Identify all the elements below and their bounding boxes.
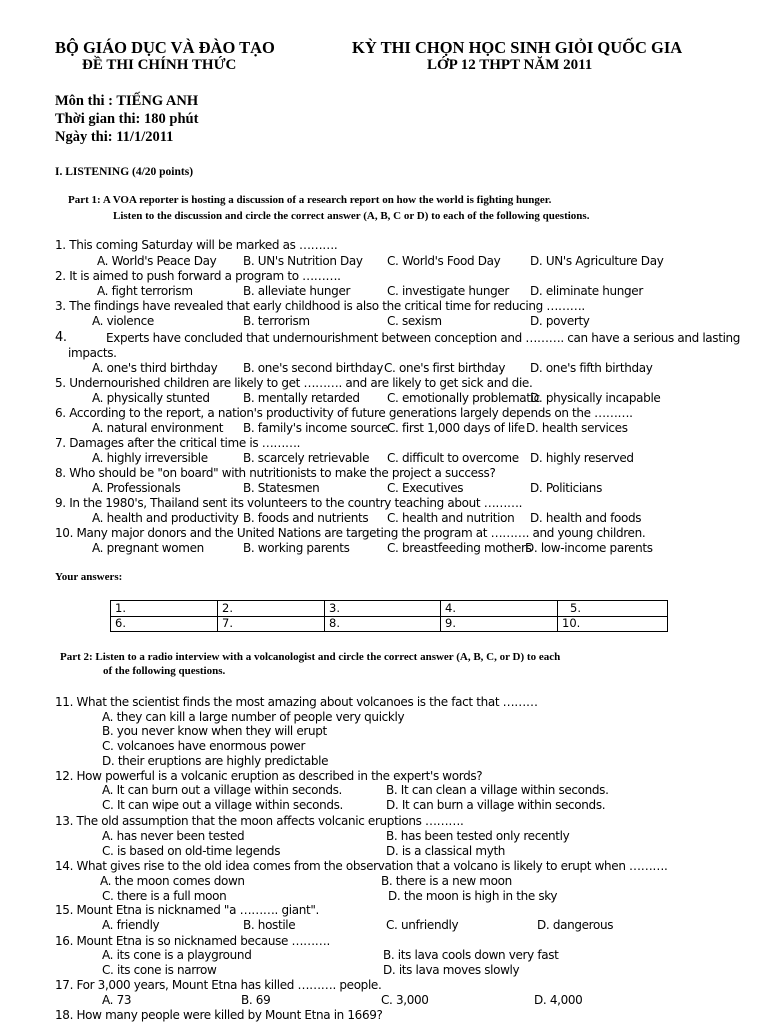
- q17-option-c: C. 3,000: [381, 993, 429, 1007]
- answer-cell[interactable]: 4.: [441, 601, 558, 617]
- q4-option-c: C. one's first birthday: [384, 361, 506, 375]
- q11-option-d: D. their eruptions are highly predictable: [102, 754, 329, 768]
- q1-option-a: A. World's Peace Day: [97, 254, 217, 268]
- q6-option-b: B. family's income source: [243, 421, 389, 435]
- question-4-continuation: impacts.: [68, 346, 117, 360]
- q10-option-a: A. pregnant women: [92, 541, 204, 555]
- q8-option-b: B. Statesmen: [243, 481, 320, 495]
- q7-option-d: D. highly reserved: [530, 451, 634, 465]
- question-14: 14. What gives rise to the old idea comes from the observation that a volcano is likely to erupt when ……….: [55, 859, 668, 873]
- q11-option-a: A. they can kill a large number of people very quickly: [102, 710, 405, 724]
- q13-option-b: B. has been tested only recently: [386, 829, 570, 843]
- q3-option-c: C. sexism: [387, 314, 442, 328]
- date-line: Ngày thi: 11/1/2011: [55, 129, 174, 145]
- q9-option-d: D. health and foods: [530, 511, 642, 525]
- answer-cell[interactable]: 7.: [218, 616, 325, 632]
- part2-instruction-2: of the following questions.: [103, 665, 226, 677]
- q5-option-d: D. physically incapable: [530, 391, 661, 405]
- answer-cell[interactable]: 1.: [111, 601, 218, 617]
- question-2: 2. It is aimed to push forward a program to ……….: [55, 269, 341, 283]
- exam-title: KỲ THI CHỌN HỌC SINH GIỎI QUỐC GIA: [352, 38, 683, 57]
- question-5: 5. Undernourished children are likely to get ………. and are likely to get sick and die.: [55, 376, 533, 390]
- q11-option-c: C. volcanoes have enormous power: [102, 739, 306, 753]
- question-4-number: 4.: [55, 330, 67, 345]
- question-10: 10. Many major donors and the United Nations are targeting the program at ………. and young children.: [55, 526, 646, 540]
- question-4: Experts have concluded that undernourishment between conception and ………. can have a serious and lasting: [106, 331, 741, 345]
- answer-row: [111, 601, 668, 617]
- time-line: Thời gian thi: 180 phút: [55, 111, 199, 127]
- q16-option-d: D. its lava moves slowly: [383, 963, 520, 977]
- official-exam-label: ĐỀ THI CHÍNH THỨC: [82, 57, 237, 73]
- q3-option-b: B. terrorism: [243, 314, 310, 328]
- question-7: 7. Damages after the critical time is ……….: [55, 436, 301, 450]
- q12-option-c: C. It can wipe out a village within seconds.: [102, 798, 343, 812]
- answer-cell[interactable]: 9.: [441, 616, 558, 632]
- question-8: 8. Who should be "on board" with nutritionists to make the project a success?: [55, 466, 496, 480]
- q5-option-a: A. physically stunted: [92, 391, 210, 405]
- q12-option-b: B. It can clean a village within seconds.: [386, 783, 609, 797]
- q12-option-a: A. It can burn out a village within seconds.: [102, 783, 343, 797]
- q5-option-b: B. mentally retarded: [243, 391, 360, 405]
- grade-year: LỚP 12 THPT NĂM 2011: [427, 57, 593, 73]
- ministry-name: BỘ GIÁO DỤC VÀ ĐÀO TẠO: [55, 38, 275, 57]
- q8-option-a: A. Professionals: [92, 481, 181, 495]
- question-13: 13. The old assumption that the moon affects volcanic eruptions ……….: [55, 814, 464, 828]
- q10-option-b: B. working parents: [243, 541, 350, 555]
- q6-option-c: C. first 1,000 days of life: [387, 421, 525, 435]
- q1-option-d: D. UN's Agriculture Day: [530, 254, 664, 268]
- q1-option-b: B. UN's Nutrition Day: [243, 254, 363, 268]
- answer-row: [111, 616, 668, 632]
- q6-option-a: A. natural environment: [92, 421, 224, 435]
- q17-option-d: D. 4,000: [534, 993, 583, 1007]
- question-1: 1. This coming Saturday will be marked as ……….: [55, 238, 338, 252]
- q15-option-d: D. dangerous: [537, 918, 614, 932]
- question-11: 11. What the scientist finds the most amazing about volcanoes is the fact that ………: [55, 695, 538, 709]
- q7-option-a: A. highly irreversible: [92, 451, 208, 465]
- question-6: 6. According to the report, a nation's productivity of future generations largely depends on the ……….: [55, 406, 633, 420]
- q4-option-d: D. one's fifth birthday: [530, 361, 653, 375]
- q3-option-d: D. poverty: [530, 314, 590, 328]
- q4-option-b: B. one's second birthday: [243, 361, 384, 375]
- q7-option-b: B. scarcely retrievable: [243, 451, 370, 465]
- question-18: 18. How many people were killed by Mount Etna in 1669?: [55, 1008, 383, 1022]
- q9-option-b: B. foods and nutrients: [243, 511, 369, 525]
- q10-option-c: C. breastfeeding mothers: [387, 541, 532, 555]
- answer-cell[interactable]: 10.: [558, 616, 668, 632]
- q7-option-c: C. difficult to overcome: [387, 451, 519, 465]
- q14-option-d: D. the moon is high in the sky: [388, 889, 558, 903]
- q6-option-d: D. health services: [526, 421, 628, 435]
- q4-option-a: A. one's third birthday: [92, 361, 218, 375]
- q2-option-d: D. eliminate hunger: [530, 284, 643, 298]
- answer-cell[interactable]: 6.: [111, 616, 218, 632]
- q14-option-a: A. the moon comes down: [100, 874, 245, 888]
- answer-cell[interactable]: 5.: [558, 601, 668, 617]
- q16-option-a: A. its cone is a playground: [102, 948, 252, 962]
- q9-option-a: A. health and productivity: [92, 511, 239, 525]
- question-12: 12. How powerful is a volcanic eruption as described in the expert's words?: [55, 769, 483, 783]
- q2-option-c: C. investigate hunger: [387, 284, 509, 298]
- part1-instruction-2: Listen to the discussion and circle the correct answer (A, B, C or D) to each of the following questions.: [113, 210, 590, 222]
- q17-option-b: B. 69: [241, 993, 271, 1007]
- answer-cell[interactable]: 3.: [325, 601, 441, 617]
- q15-option-c: C. unfriendly: [386, 918, 459, 932]
- q8-option-d: D. Politicians: [530, 481, 602, 495]
- q15-option-b: B. hostile: [243, 918, 296, 932]
- q13-option-d: D. is a classical myth: [386, 844, 506, 858]
- q3-option-a: A. violence: [92, 314, 154, 328]
- section-title: I. LISTENING (4/20 points): [55, 166, 194, 178]
- q11-option-b: B. you never know when they will erupt: [102, 724, 327, 738]
- q5-option-c: C. emotionally problematic: [387, 391, 540, 405]
- question-3: 3. The findings have revealed that early childhood is also the critical time for reducing ……….: [55, 299, 585, 313]
- part2-instruction-1: Part 2: Listen to a radio interview with a volcanologist and circle the correct answer (A, B, C, or D) to each: [60, 651, 561, 663]
- q12-option-d: D. It can burn a village within seconds.: [386, 798, 606, 812]
- answer-cell[interactable]: 8.: [325, 616, 441, 632]
- q8-option-c: C. Executives: [387, 481, 464, 495]
- answer-cell[interactable]: 2.: [218, 601, 325, 617]
- q16-option-b: B. its lava cools down very fast: [383, 948, 559, 962]
- q2-option-a: A. fight terrorism: [97, 284, 193, 298]
- q17-option-a: A. 73: [102, 993, 132, 1007]
- subject-line: Môn thi : TIẾNG ANH: [55, 93, 199, 109]
- q14-option-c: C. there is a full moon: [102, 889, 227, 903]
- q9-option-c: C. health and nutrition: [387, 511, 515, 525]
- q10-option-d: D. low-income parents: [525, 541, 653, 555]
- question-16: 16. Mount Etna is so nicknamed because ……….: [55, 934, 330, 948]
- q2-option-b: B. alleviate hunger: [243, 284, 351, 298]
- answers-label: Your answers:: [55, 571, 123, 583]
- question-9: 9. In the 1980's, Thailand sent its volunteers to the country teaching about ……….: [55, 496, 523, 510]
- part1-instruction-1: Part 1: A VOA reporter is hosting a discussion of a research report on how the world is fighting hunger.: [68, 194, 552, 206]
- question-15: 15. Mount Etna is nicknamed "a ………. giant".: [55, 903, 319, 917]
- q14-option-b: B. there is a new moon: [381, 874, 512, 888]
- q13-option-c: C. is based on old-time legends: [102, 844, 281, 858]
- q13-option-a: A. has never been tested: [102, 829, 245, 843]
- answer-table: [110, 600, 668, 632]
- question-17: 17. For 3,000 years, Mount Etna has killed ………. people.: [55, 978, 382, 992]
- q15-option-a: A. friendly: [102, 918, 160, 932]
- q16-option-c: C. its cone is narrow: [102, 963, 217, 977]
- q1-option-c: C. World's Food Day: [387, 254, 501, 268]
